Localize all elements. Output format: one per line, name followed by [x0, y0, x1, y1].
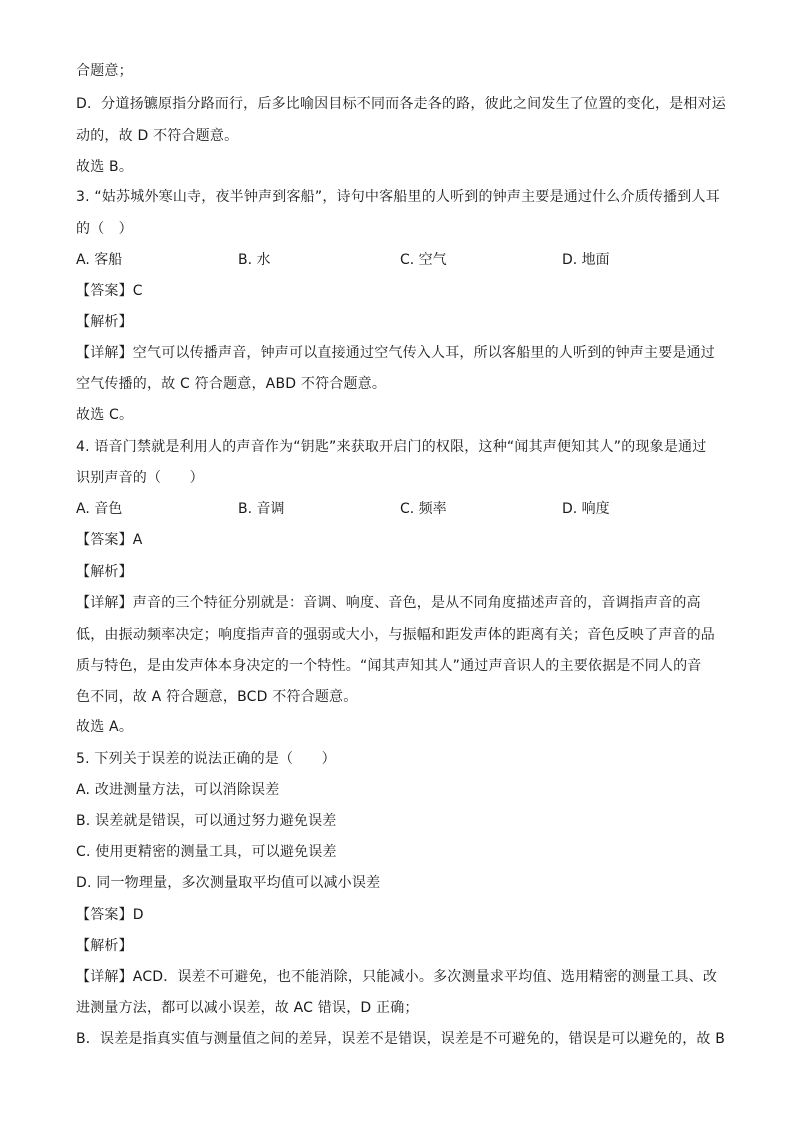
question-5-stem: 5. 下列关于误差的说法正确的是（ ）	[76, 751, 336, 767]
q4-detail-cont: 质与特色，是由发声体本身决定的一个特性。“闻其声知其人”通过声音识人的主要依据是不同人的音	[76, 658, 702, 674]
q4-choice: 故选 A。	[76, 719, 134, 735]
q3-option-c: C. 空气	[400, 252, 447, 268]
q4-option-b: B. 音调	[238, 501, 285, 517]
q5-detail-cont: B．误差是指真实值与测量值之间的差异，误差不是错误，误差是不可避免的，错误是可以避免的，故 B	[76, 1031, 726, 1047]
question-3-stem: 3. “姑苏城外寒山寺，夜半钟声到客船”，诗句中客船里的人听到的钟声主要是通过什么介质传播到人耳	[76, 189, 720, 205]
text-line: D．分道扬镳原指分路而行，后多比喻因目标不同而各走各的路，彼此之间发生了位置的变化，是相对运	[76, 96, 726, 112]
q3-detail-cont: 空气传播的，故 C 符合题意，ABD 不符合题意。	[76, 376, 387, 392]
q3-analysis-label: 【解析】	[76, 314, 133, 330]
q4-analysis-label: 【解析】	[76, 564, 133, 580]
q5-option-a: A. 改进测量方法，可以消除误差	[76, 782, 280, 798]
q3-option-a: A. 客船	[76, 252, 123, 268]
q5-option-b: B. 误差就是错误，可以通过努力避免误差	[76, 813, 337, 829]
q4-detail: 【详解】声音的三个特征分别就是：音调、响度、音色，是从不同角度描述声音的，音调指声音的高	[76, 595, 701, 611]
question-4-stem-cont: 识别声音的（ ）	[76, 470, 204, 486]
q3-detail: 【详解】空气可以传播声音，钟声可以直接通过空气传入人耳，所以客船里的人听到的钟声主要是通过	[76, 345, 715, 361]
text-line: 合题意；	[76, 63, 133, 79]
q4-detail-cont: 低，由振动频率决定；响度指声音的强弱或大小，与振幅和距发声体的距离有关；音色反映了声音的品	[76, 627, 715, 643]
q3-option-b: B. 水	[238, 252, 271, 268]
q3-answer: 【答案】C	[76, 283, 143, 299]
question-3-stem-cont: 的（ ）	[76, 221, 133, 237]
q4-detail-cont: 色不同，故 A 符合题意，BCD 不符合题意。	[76, 689, 358, 705]
q4-option-c: C. 频率	[400, 501, 447, 517]
text-line: 动的，故 D 不符合题意。	[76, 128, 239, 144]
q5-option-d: D. 同一物理量，多次测量取平均值可以减小误差	[76, 875, 381, 891]
text-line: 故选 B。	[76, 159, 134, 175]
q5-option-c: C. 使用更精密的测量工具，可以避免误差	[76, 844, 337, 860]
q5-analysis-label: 【解析】	[76, 938, 133, 954]
q5-detail: 【详解】ACD．误差不可避免，也不能消除，只能减小。多次测量求平均值、选用精密的测量工具、改	[76, 969, 718, 985]
q4-option-d: D. 响度	[562, 501, 610, 517]
q5-answer: 【答案】D	[76, 907, 144, 923]
q3-option-d: D. 地面	[562, 252, 610, 268]
q5-detail-cont: 进测量方法，都可以减小误差，故 AC 错误，D 正确；	[76, 1000, 419, 1016]
q4-answer: 【答案】A	[76, 532, 143, 548]
question-4-stem: 4. 语音门禁就是利用人的声音作为“钥匙”来获取开启门的权限，这种“闻其声便知其人”的现象是通过	[76, 439, 707, 455]
q3-choice: 故选 C。	[76, 407, 134, 423]
q4-option-a: A. 音色	[76, 501, 123, 517]
